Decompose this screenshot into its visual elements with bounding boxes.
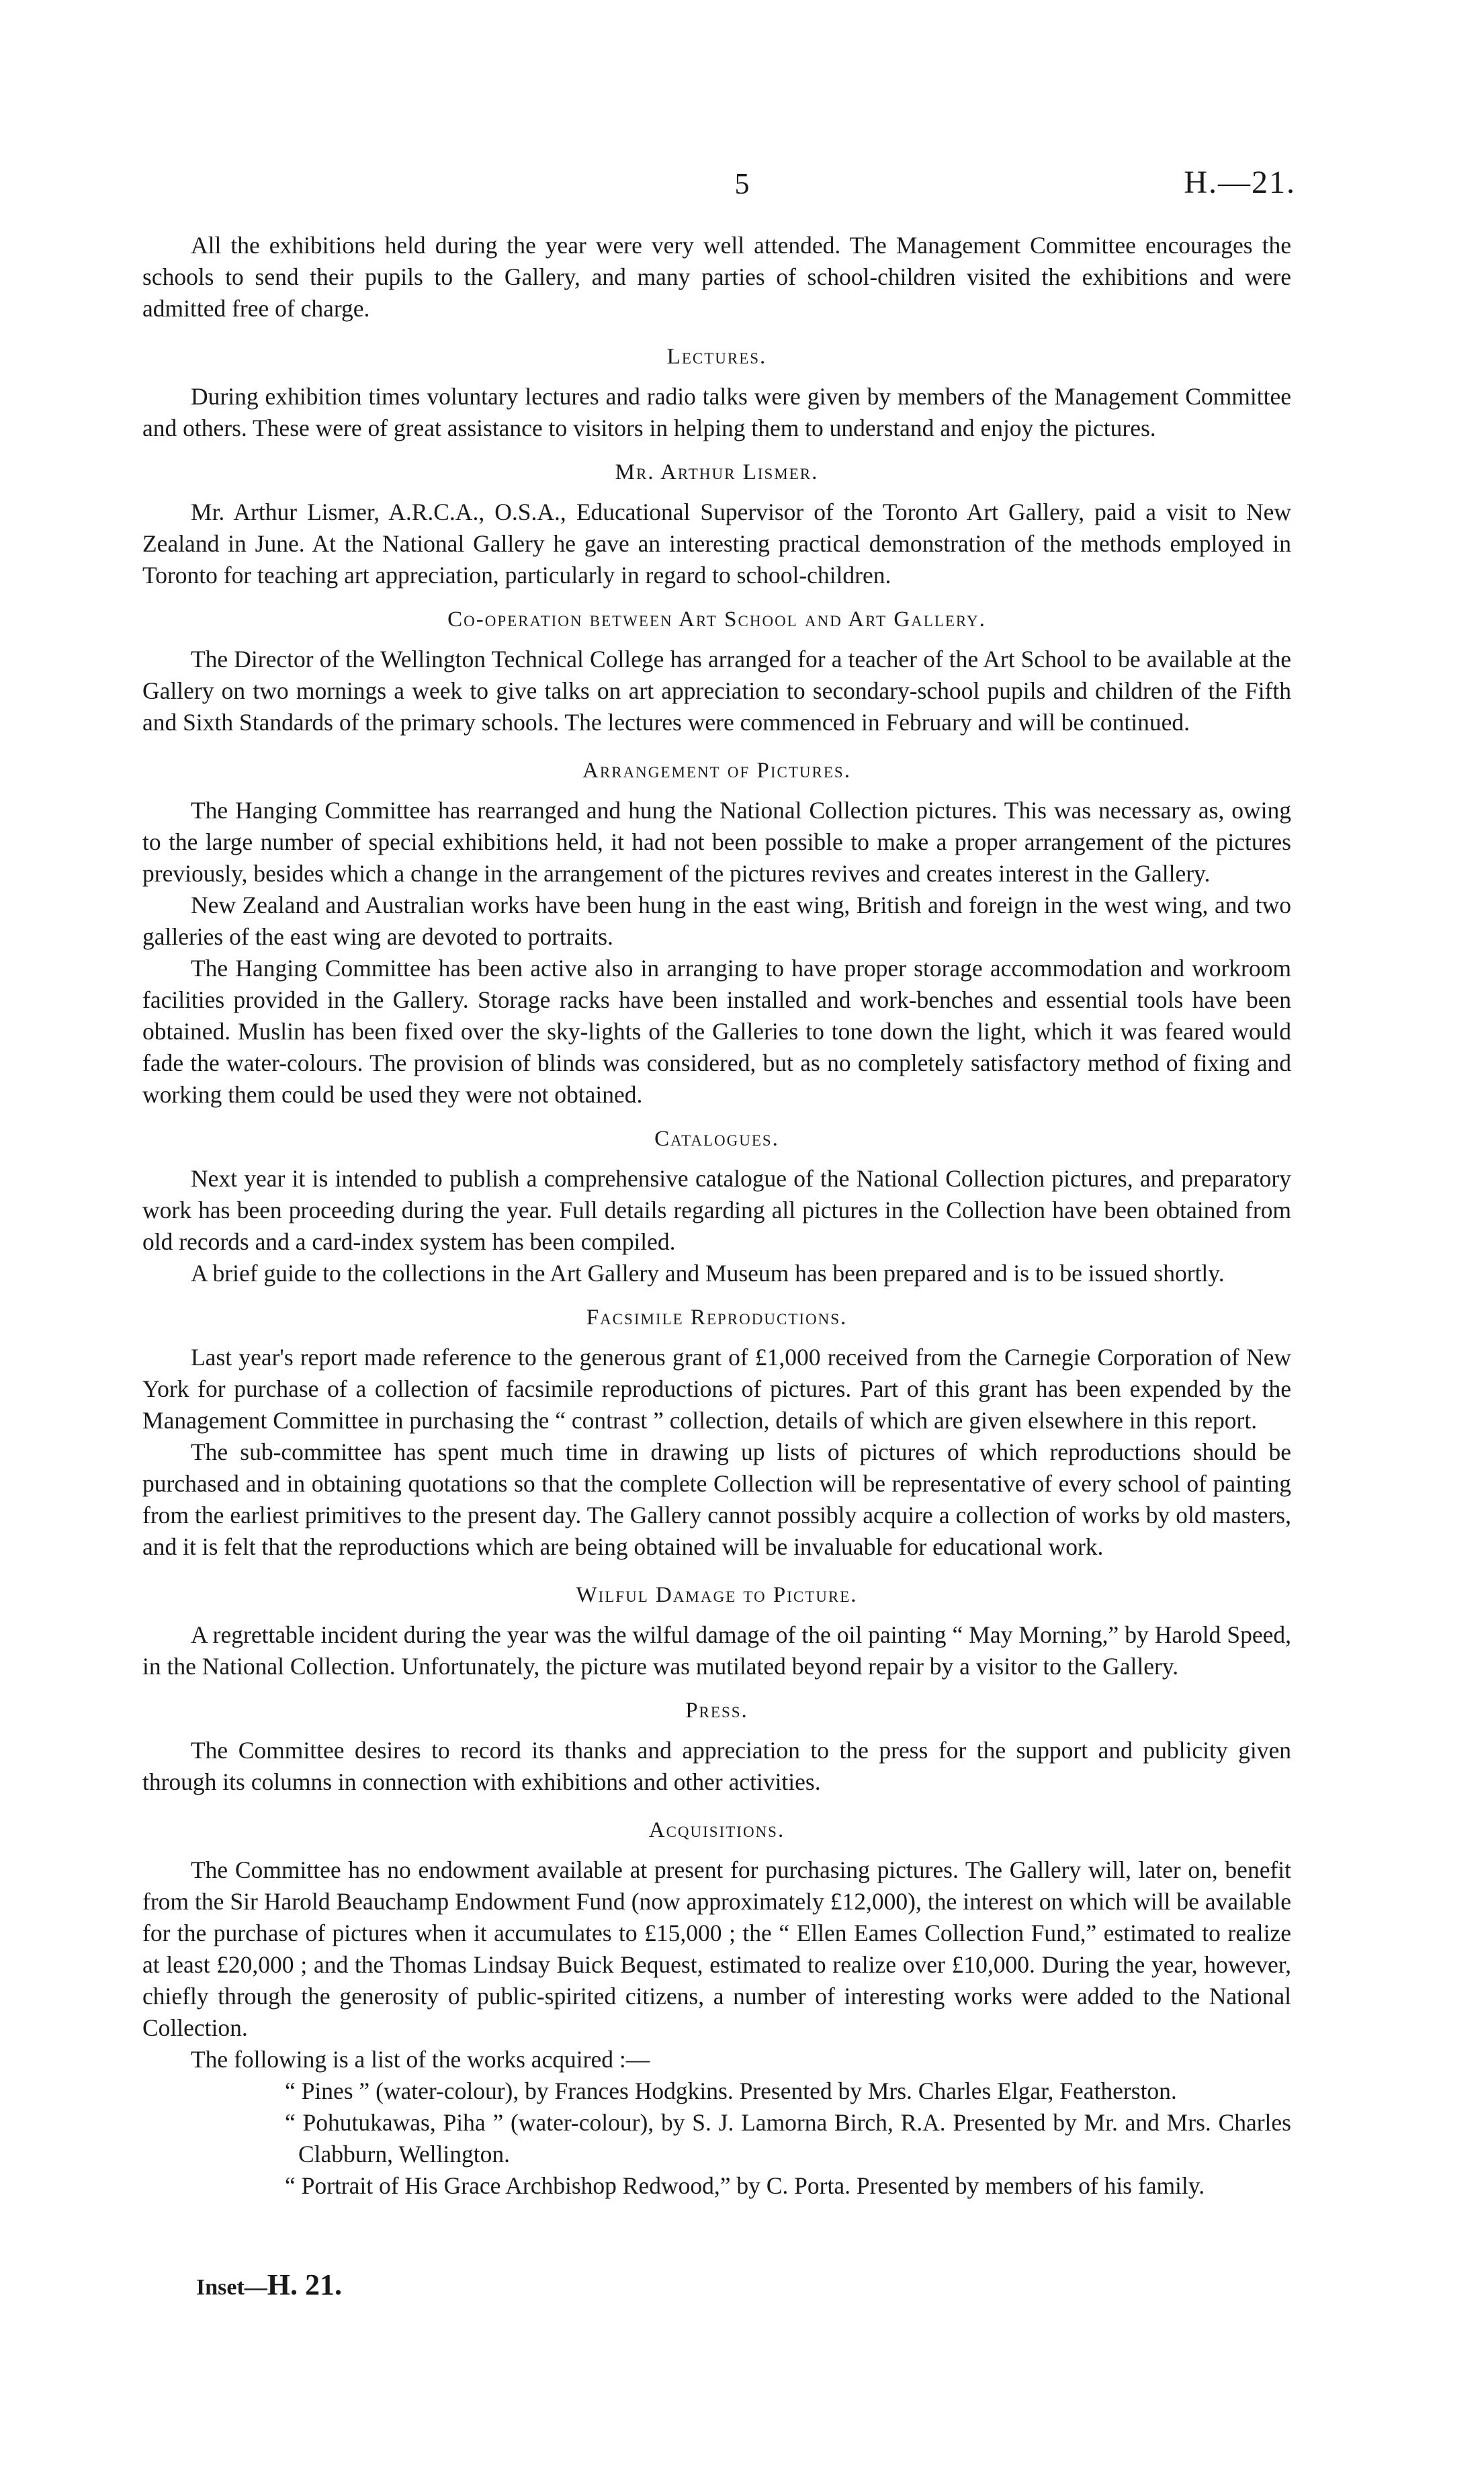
section-heading: Arrangement of Pictures. bbox=[582, 759, 851, 783]
section-cooperation bbox=[142, 606, 1291, 738]
section-arrangement bbox=[142, 757, 1291, 1111]
paragraph: The Hanging Committee has been active also in arranging to have proper storage accommodation and workroom facilities provided in the Gallery. Storage racks have been installed and work-benches and essential tools have been obtained. Muslin has been fixed over the sky-lights of the Galleries to tone down the light, which it was feared would fade the water-colours. The provision of blinds was considered, but as no completely satisfactory method of fixing and working them could be used they were not obtained. bbox=[142, 955, 1291, 1108]
section-press bbox=[142, 1697, 1291, 1798]
paragraph: The Committee has no endowment available at present for purchasing pictures. The Gallery will, later on, benefit from the Sir Harold Beauchamp Endowment Fund (now approximately £12,000), the interest on which will be available for the purchase of pictures when it accumulates to £15,000 ; the “ Ellen Eames Collection Fund,” estimated to realize at least £20,000 ; and the Thomas Lindsay Buick Bequest, estimated to realize over £10,000. During the year, however, chiefly through the generosity of public-spirited citizens, a number of interesting works were added to the National Collection. bbox=[142, 1856, 1291, 2041]
section-facsimile bbox=[142, 1304, 1291, 1563]
section-heading: Mr. Arthur Lismer. bbox=[615, 460, 819, 484]
paragraph: Mr. Arthur Lismer, A.R.C.A., O.S.A., Educational Supervisor of the Toronto Art Gallery, paid a visit to New Zealand in June. At the National Gallery he gave an interesting practical demonstration of the methods employed in Toronto for teaching art appreciation, particularly in regard to school-children. bbox=[142, 499, 1291, 589]
list-item: “ Pohutukawas, Piha ” (water-colour), by S. J. Lamorna Birch, R.A. Presented by Mr. and Mrs. Charles Clabburn, Wellington. bbox=[285, 2109, 1291, 2167]
section-heading: Lectures. bbox=[666, 345, 767, 369]
section-heading: Wilful Damage to Picture. bbox=[576, 1583, 858, 1607]
section-lectures bbox=[142, 343, 1291, 444]
paragraph: The Director of the Wellington Technical College has arranged for a teacher of the Art School to be available at the Gallery on two mornings a week to give talks on art appreciation to secondary-school pupils and children of the Fifth and Sixth Standards of the primary schools. The lectures were commenced in February and will be continued. bbox=[142, 646, 1291, 736]
section-lismer bbox=[142, 459, 1291, 591]
page-number: 5 bbox=[734, 167, 750, 200]
inset-label: Inset— bbox=[196, 2275, 267, 2300]
paragraph: A brief guide to the collections in the Art Gallery and Museum has been prepared and is to be issued shortly. bbox=[191, 1260, 1225, 1287]
list-item: “ Pines ” (water-colour), by Frances Hodgkins. Presented by Mrs. Charles Elgar, Featherston. bbox=[285, 2077, 1177, 2104]
section-catalogues bbox=[142, 1125, 1291, 1289]
document-code: H.—21. bbox=[1184, 165, 1296, 200]
section-heading: Catalogues. bbox=[654, 1127, 779, 1151]
paragraph: The Hanging Committee has rearranged and hung the National Collection pictures. This was necessary as, owing to the large number of special exhibitions held, it had not been possible to make a proper arrangement of the pictures previously, besides which a change in the arrangement of the pictures revives and creates interest in the Gallery. bbox=[142, 797, 1291, 887]
works-acquired-list bbox=[142, 2075, 1291, 2202]
section-acquisitions bbox=[142, 1817, 1291, 2202]
section-heading: Press. bbox=[685, 1699, 748, 1723]
paragraph: Last year's report made reference to the generous grant of £1,000 received from the Carnegie Corporation of New York for purchase of a collection of facsimile reproductions of pictures. Part of this grant has been expended by the Management Committee in purchasing the “ contrast ” collection, details of which are given elsewhere in this report. bbox=[142, 1344, 1291, 1434]
section-heading: Acquisitions. bbox=[648, 1818, 785, 1842]
intro-paragraph: All the exhibitions held during the year were very well attended. The Management Committee encourages the schools to send their pupils to the Gallery, and many parties of school-children visited the exhibitions and were admitted free of charge. bbox=[142, 232, 1291, 322]
section-damage bbox=[142, 1582, 1291, 1682]
inset-footer bbox=[196, 2268, 342, 2302]
section-heading: Co-operation between Art School and Art Gallery. bbox=[447, 607, 986, 632]
paragraph: The sub-committee has spent much time in drawing up lists of pictures of which reproductions should be purchased and in obtaining quotations so that the complete Collection will be representative of every school of painting from the earliest primitives to the present day. The Gallery cannot possibly acquire a collection of works by old masters, and it is felt that the reproductions which are being obtained will be invaluable for educational work. bbox=[142, 1438, 1291, 1560]
paragraph: New Zealand and Australian works have been hung in the east wing, British and foreign in the west wing, and two galleries of the east wing are devoted to portraits. bbox=[142, 892, 1291, 950]
list-intro: The following is a list of the works acquired :— bbox=[191, 2046, 650, 2073]
paragraph: During exhibition times voluntary lectures and radio talks were given by members of the Management Committee and others. These were of great assistance to visitors in helping them to understand and enjoy the pictures. bbox=[142, 383, 1291, 441]
paragraph: Next year it is intended to publish a comprehensive catalogue of the National Collection pictures, and preparatory work has been proceeding during the year. Full details regarding all pictures in the Collection have been obtained from old records and a card-index system has been compiled. bbox=[142, 1165, 1291, 1255]
paragraph: A regrettable incident during the year was the wilful damage of the oil painting “ May Morning,” by Harold Speed, in the National Collection. Unfortunately, the picture was mutilated beyond repair by a visitor to the Gallery. bbox=[142, 1621, 1291, 1680]
inset-code: H. 21. bbox=[267, 2268, 343, 2301]
list-item: “ Portrait of His Grace Archbishop Redwood,” by C. Porta. Presented by members of his family. bbox=[285, 2172, 1205, 2199]
paragraph: The Committee desires to record its thanks and appreciation to the press for the support and publicity given through its columns in connection with exhibitions and other activities. bbox=[142, 1737, 1291, 1795]
report-body bbox=[142, 230, 1291, 2202]
section-heading: Facsimile Reproductions. bbox=[586, 1305, 848, 1330]
